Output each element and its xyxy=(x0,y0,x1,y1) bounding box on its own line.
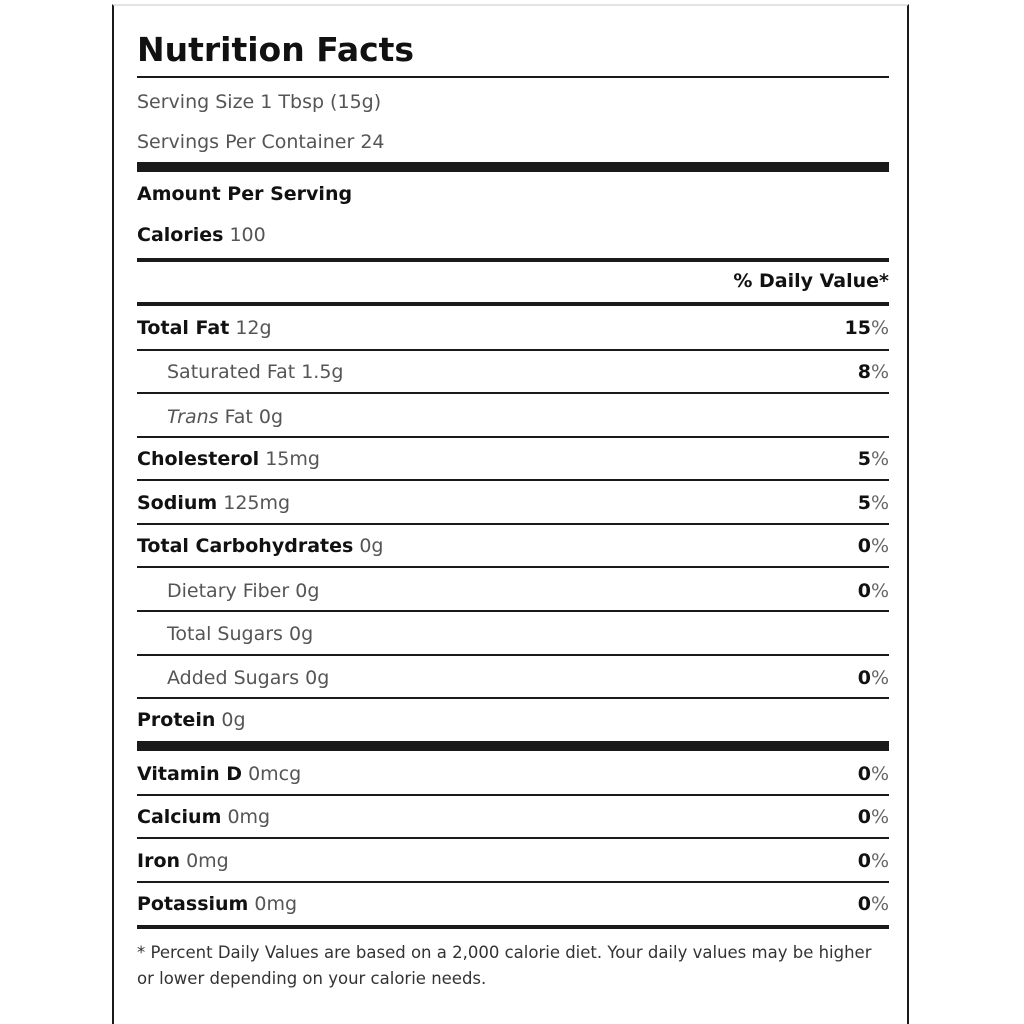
vitamin-row-vitamin-d xyxy=(137,762,889,786)
vitamin-amount: 0mg xyxy=(227,806,271,828)
nutrient-amount: 1.5g xyxy=(301,361,344,383)
divider xyxy=(137,566,889,568)
divider xyxy=(137,697,889,699)
nutrient-name: Protein xyxy=(137,709,216,731)
daily-value-number: 0 xyxy=(857,667,871,689)
nutrient-amount: 0g xyxy=(359,535,384,557)
nutrient-row-dietary-fiber xyxy=(137,579,889,603)
nutrient-name: Total Fat xyxy=(137,317,230,339)
nutrient-amount: 0g xyxy=(258,406,284,428)
nutrient-amount: 0g xyxy=(305,667,330,689)
calories-value: 100 xyxy=(229,224,266,246)
nutrient-name: Saturated Fat xyxy=(167,361,296,383)
percent-sign: % xyxy=(870,317,889,339)
percent-sign: % xyxy=(870,806,889,828)
label-title: Nutrition Facts xyxy=(137,30,415,69)
nutrient-row-sodium xyxy=(137,491,889,515)
percent-sign: % xyxy=(870,535,889,557)
divider-medium xyxy=(137,258,889,262)
daily-value xyxy=(858,579,889,603)
vitamin-amount: 0mg xyxy=(254,893,298,915)
nutrient-name: Fat xyxy=(224,406,253,428)
vitamin-row-potassium xyxy=(137,892,889,916)
daily-value xyxy=(858,666,889,690)
daily-value-header: % Daily Value* xyxy=(733,270,889,292)
percent-sign: % xyxy=(870,492,889,514)
nutrient-name: Sodium xyxy=(137,492,218,514)
divider xyxy=(137,349,889,351)
vitamin-row-iron xyxy=(137,849,889,873)
percent-sign: % xyxy=(870,448,889,470)
nutrient-row-protein xyxy=(137,708,889,732)
daily-value-number: 15 xyxy=(844,317,871,339)
divider-thick xyxy=(137,162,889,172)
percent-sign: % xyxy=(870,893,889,915)
daily-value-header-row xyxy=(137,269,889,293)
divider xyxy=(137,654,889,656)
nutrient-amount: 0g xyxy=(221,709,246,731)
nutrient-name: Cholesterol xyxy=(137,448,260,470)
daily-value-number: 5 xyxy=(857,492,871,514)
vitamin-name: Calcium xyxy=(137,806,222,828)
serving-size: Serving Size 1 Tbsp (15g) xyxy=(137,91,382,113)
divider xyxy=(137,610,889,612)
percent-sign: % xyxy=(870,667,889,689)
nutrient-amount: 125mg xyxy=(223,492,291,514)
nutrient-row-total-carbohydrates xyxy=(137,534,889,558)
daily-value-number: 0 xyxy=(857,535,871,557)
calories-label: Calories xyxy=(137,224,224,246)
vitamin-row-calcium xyxy=(137,805,889,829)
nutrient-name: Total Carbohydrates xyxy=(137,535,354,557)
nutrient-amount: 0g xyxy=(288,623,314,645)
divider-thick xyxy=(137,741,889,751)
nutrient-row-total-fat xyxy=(137,316,889,340)
vitamin-amount: 0mcg xyxy=(248,763,302,785)
calories-row xyxy=(137,223,889,247)
vitamin-name: Potassium xyxy=(137,893,249,915)
nutrient-row-cholesterol xyxy=(137,447,889,471)
nutrient-name: Dietary Fiber xyxy=(167,580,290,602)
divider xyxy=(137,392,889,394)
percent-sign: % xyxy=(870,850,889,872)
percent-sign: % xyxy=(870,580,889,602)
divider xyxy=(137,436,889,438)
percent-sign: % xyxy=(870,361,889,383)
divider xyxy=(137,794,889,796)
amount-per-serving-label: Amount Per Serving xyxy=(137,183,353,205)
nutrient-row-total-sugars xyxy=(137,622,889,646)
nutrient-row-trans-fat xyxy=(137,405,889,429)
daily-value-number: 0 xyxy=(857,806,871,828)
nutrient-row-added-sugars xyxy=(137,666,889,690)
divider-medium xyxy=(137,925,889,929)
divider xyxy=(137,837,889,839)
divider xyxy=(137,881,889,883)
daily-value xyxy=(858,849,889,873)
daily-value xyxy=(858,762,889,786)
daily-value-number: 5 xyxy=(857,448,871,470)
divider xyxy=(137,479,889,481)
nutrient-name-italic: Trans xyxy=(167,406,219,428)
nutrient-name: Total Sugars xyxy=(167,623,283,645)
daily-value xyxy=(858,892,889,916)
nutrient-name: Added Sugars xyxy=(167,667,300,689)
daily-value xyxy=(844,316,889,340)
divider xyxy=(137,76,889,78)
daily-value xyxy=(858,491,889,515)
vitamin-amount: 0mg xyxy=(186,850,229,872)
daily-value-footnote: * Percent Daily Values are based on a 2,000 calorie diet. Your daily values may be higher or lower depending on your calorie needs. xyxy=(137,943,872,988)
amount-per-serving xyxy=(137,182,889,206)
divider-medium xyxy=(137,302,889,306)
vitamin-name: Iron xyxy=(137,850,181,872)
daily-value xyxy=(858,805,889,829)
percent-sign: % xyxy=(870,763,889,785)
daily-value xyxy=(858,534,889,558)
daily-value-number: 0 xyxy=(857,893,871,915)
daily-value xyxy=(858,447,889,471)
nutrient-amount: 12g xyxy=(235,317,272,339)
daily-value-number: 0 xyxy=(857,850,871,872)
divider xyxy=(137,523,889,525)
daily-value-number: 8 xyxy=(857,361,871,383)
daily-value-number: 0 xyxy=(857,580,871,602)
servings-per-container: Servings Per Container 24 xyxy=(137,131,385,153)
nutrient-amount: 0g xyxy=(295,580,320,602)
daily-value-number: 0 xyxy=(857,763,871,785)
daily-value xyxy=(858,360,889,384)
nutrient-amount: 15mg xyxy=(265,448,320,470)
nutrient-row-saturated-fat xyxy=(137,360,889,384)
vitamin-name: Vitamin D xyxy=(137,763,243,785)
